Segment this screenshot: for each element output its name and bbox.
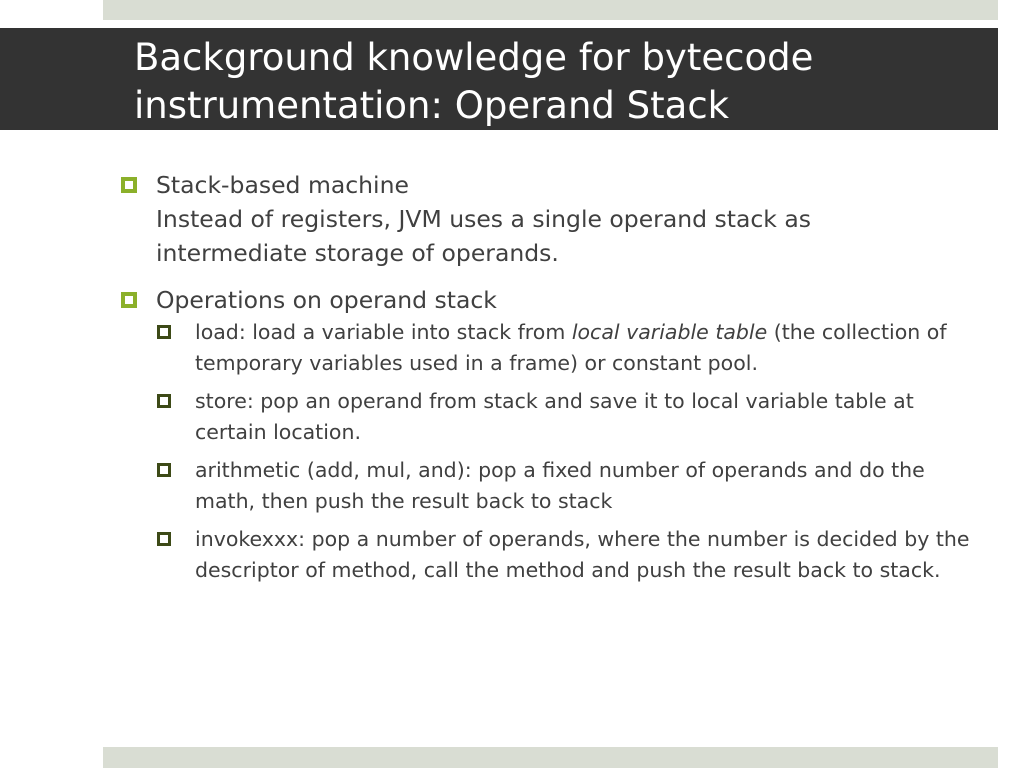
- bullet-heading: Operations on operand stack: [156, 286, 497, 314]
- sub-bullet-text: arithmetic (add, mul, and): pop a fixed number of operands and do the math, then push the result back to stack: [195, 458, 925, 513]
- square-sub-bullet-icon: [157, 463, 171, 477]
- sub-bullet-list: [156, 317, 978, 585]
- slide-title-line-2: instrumentation: Operand Stack: [134, 84, 730, 127]
- sub-bullet-store: [156, 386, 978, 447]
- square-sub-bullet-icon: [157, 532, 171, 546]
- sub-bullet-load: [156, 317, 978, 378]
- sub-bullet-text-continued: (the collection of temporary variables used in a frame) or constant pool.: [195, 320, 947, 375]
- bottom-accent-band: [103, 747, 998, 768]
- top-accent-band: [103, 0, 998, 20]
- sub-bullet-emphasis: local variable table: [571, 320, 768, 344]
- bullet-operations-on-stack: [118, 283, 978, 585]
- square-sub-bullet-icon: [157, 394, 171, 408]
- slide-title: [134, 34, 994, 130]
- bullet-heading: Stack-based machine: [156, 171, 409, 199]
- bullet-body-line-2: intermediate storage of operands.: [156, 239, 559, 267]
- bullet-list: [118, 168, 978, 598]
- square-bullet-icon: [121, 177, 137, 193]
- sub-bullet-text: store: pop an operand from stack and save it to local variable table at certain location.: [195, 389, 914, 444]
- sub-bullet-text: invokexxx: pop a number of operands, where the number is decided by the descriptor of method, call the method and push the result back to stack.: [195, 527, 970, 582]
- square-bullet-icon: [121, 292, 137, 308]
- bullet-body-line-1: Instead of registers, JVM uses a single operand stack as: [156, 205, 812, 233]
- sub-bullet-text: load: load a variable into stack from: [195, 320, 572, 344]
- square-sub-bullet-icon: [157, 325, 171, 339]
- sub-bullet-arithmetic: [156, 455, 978, 516]
- bullet-stack-based-machine: [118, 168, 978, 270]
- slide-title-line-1: Background knowledge for bytecode: [134, 36, 814, 79]
- sub-bullet-invoke: [156, 524, 978, 585]
